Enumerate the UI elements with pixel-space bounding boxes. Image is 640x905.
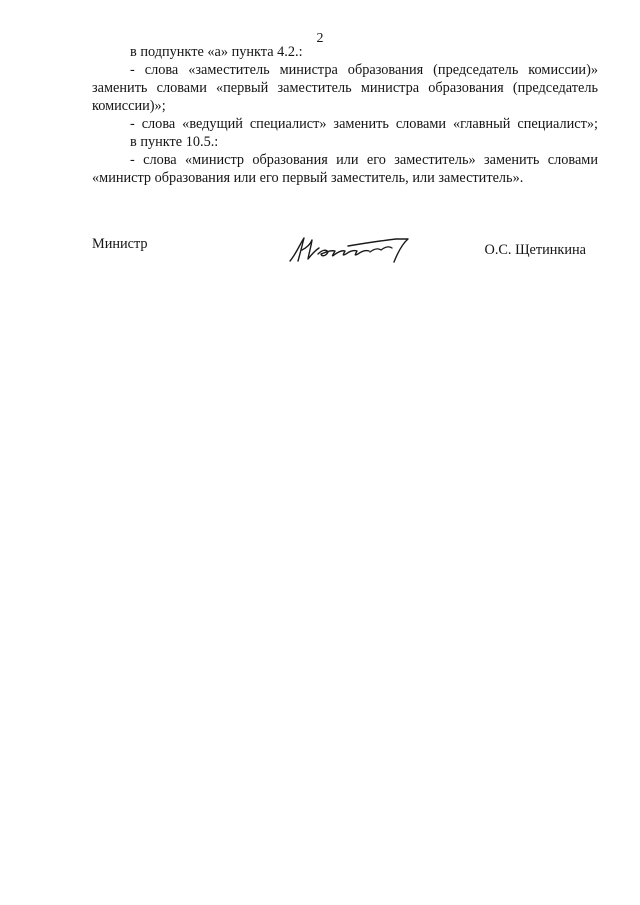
- page-number: 2: [316, 31, 324, 46]
- paragraph-deputy-minister-replacement: - слова «заместитель министра образования (председатель комиссии)» заменить словами «первый заместитель министра образования (председатель комиссии)»;: [92, 62, 598, 114]
- paragraph-minister-replacement: - слова «министр образования или его заместитель» заменить словами «министр образования или его первый заместитель, или заместитель».: [92, 152, 598, 186]
- signatory-title: Министр: [92, 236, 148, 252]
- paragraph-specialist-replacement: - слова «ведущий специалист» заменить словами «главный специалист»;: [130, 116, 598, 132]
- handwritten-signature: [288, 230, 428, 266]
- document-body: [92, 43, 598, 187]
- paragraph-clause-10-5: в пункте 10.5.:: [130, 134, 219, 150]
- signature-block: [92, 230, 598, 270]
- paragraph-subclause-a: в подпункте «а» пункта 4.2.:: [130, 44, 303, 60]
- signatory-name: О.С. Щетинкина: [484, 242, 586, 258]
